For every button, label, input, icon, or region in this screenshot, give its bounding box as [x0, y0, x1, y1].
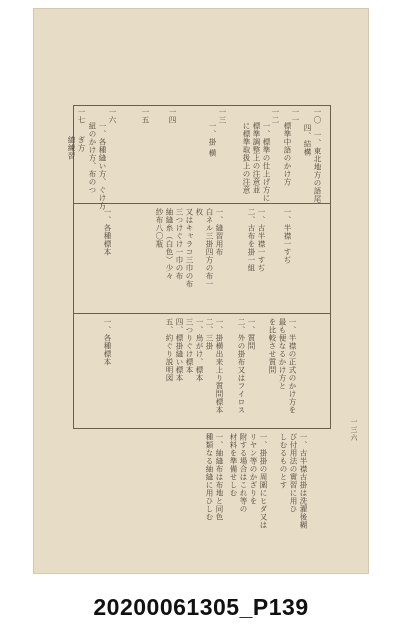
aid-line: 一、半襟の正式のかけ方を — [288, 318, 297, 414]
material-line: 一、古半襟一すぢ — [257, 208, 266, 272]
row-12-line-3 — [242, 122, 251, 194]
material-line: 一、縫習用布 — [215, 208, 224, 256]
row-line: ぎ方 — [77, 136, 86, 152]
materials-row-13-line-4 — [185, 208, 194, 288]
row-id: 一一 — [291, 108, 300, 124]
row-line: 一、標準の仕上げ方に — [262, 122, 271, 202]
aid-line: 二、三掛 — [205, 318, 214, 350]
aid-line: 一、鳥がけ、標本 — [195, 318, 204, 382]
notes-line-7 — [229, 433, 238, 497]
row-16-line-1 — [98, 122, 107, 210]
row-11-topic — [283, 122, 292, 186]
aids-row-12-line-2 — [237, 318, 246, 414]
aids-row-11-line-2 — [278, 318, 287, 390]
row-12-id — [271, 108, 280, 124]
row-17-line-2 — [67, 136, 76, 160]
materials-row-13-line-5 — [175, 208, 184, 280]
notes-line-9 — [205, 433, 214, 521]
aids-row-13-line-4 — [185, 318, 194, 374]
aid-line: 一、質問 — [247, 318, 256, 350]
aid-line: 一、掛横出来上り質問標本 — [215, 318, 224, 414]
row-17-id — [77, 108, 86, 124]
row-line: 標準中語のかけ方 — [283, 122, 292, 186]
column-rule-2 — [73, 313, 331, 314]
row-10-topic — [313, 108, 322, 203]
column-rule-3 — [73, 428, 331, 429]
row-line: 一、東北地方の語尾 — [313, 130, 322, 203]
notes-line-3 — [279, 433, 288, 489]
aids-row-13-line-3 — [195, 318, 204, 382]
page-number: 一三六 — [350, 418, 358, 442]
aid-line: 一、各種標本 — [103, 318, 112, 366]
row-10-subtopic — [303, 124, 312, 156]
notes-line-6 — [239, 433, 248, 513]
note-line: しむるものとす — [279, 433, 288, 489]
row-13-id — [218, 108, 227, 124]
materials-row-12-line-2 — [247, 208, 256, 272]
aid-line: を比較させ質問 — [268, 318, 277, 374]
note-line: 一、紬縫布は布地と同色 — [215, 433, 224, 521]
image-caption: 20200061305_P139 — [93, 594, 309, 620]
material-line: 一、各種標本 — [103, 208, 112, 256]
materials-row-11 — [283, 208, 292, 264]
material-line: 三つけぐけ一巾の布 — [175, 208, 184, 280]
materials-row-16 — [103, 208, 112, 256]
row-12-line-2 — [252, 122, 261, 194]
materials-row-13-line-6 — [165, 208, 174, 280]
note-line: 材料を準備せしむ — [229, 433, 238, 497]
material-line: 紗布八〇瓶 — [155, 208, 164, 248]
row-id: 一〇 — [313, 108, 322, 124]
row-id: 一七 — [77, 108, 86, 124]
aids-row-16 — [103, 318, 112, 366]
table-top-rule — [73, 105, 331, 106]
note-line: 一、古半襟古掛は洗濯後糊 — [299, 433, 308, 529]
row-line: 四、結構 — [303, 124, 312, 156]
row-id: 一四 — [168, 108, 177, 124]
aids-row-11-line-3 — [268, 318, 277, 374]
row-16-line-2 — [88, 122, 97, 194]
notes-line-8 — [215, 433, 224, 521]
material-line: 一、半襟一すぢ — [283, 208, 292, 264]
document-page-scan — [33, 8, 369, 574]
materials-row-12-line-1 — [257, 208, 266, 272]
table-right-rule — [330, 105, 331, 428]
note-line: リヤン等のかざりを — [249, 433, 258, 505]
row-line: 一、掛 横 — [208, 122, 217, 157]
row-line: に標準取扱上の注意 — [242, 122, 251, 194]
aid-line: 三つりぐけ標本 — [185, 318, 194, 374]
row-id: 一三 — [218, 108, 227, 124]
aids-row-11-line-1 — [288, 318, 297, 414]
material-line: 枚 — [195, 208, 204, 216]
notes-line-4 — [259, 433, 268, 529]
row-17-line-1 — [77, 136, 86, 152]
material-line: 白ネル三掛四方の布一 — [205, 208, 214, 288]
note-line: び付用法の實習に用ひ — [289, 433, 298, 513]
row-id: 一二 — [271, 108, 280, 124]
notes-line-2 — [289, 433, 298, 513]
aid-line: 二、外の掛布又はフイロス — [237, 318, 246, 414]
row-line: 總練習 — [67, 136, 76, 160]
aids-row-12-line-1 — [247, 318, 256, 350]
row-16-id — [108, 108, 117, 124]
materials-row-13-line-1 — [215, 208, 224, 256]
note-line: 種類なる紬縫に用ひしむ — [205, 433, 214, 521]
material-line: 紬縫糸（白色）少々 — [165, 208, 174, 280]
material-line: 二、古布を掛一組 — [247, 208, 256, 272]
materials-row-13-line-3 — [195, 208, 204, 216]
materials-row-13-line-7 — [155, 208, 164, 248]
aids-row-13-line-6 — [165, 318, 174, 382]
notes-line-1 — [299, 433, 308, 529]
note-line: 附する場合はこれ等の — [239, 433, 248, 513]
row-id: 一五 — [141, 108, 150, 124]
notes-line-5 — [249, 433, 258, 505]
aid-line: 最も便なるかけ方と — [278, 318, 287, 390]
note-line: 一、掛掛の周圍にヒダ又は — [259, 433, 268, 529]
row-12-line-1 — [262, 122, 271, 202]
material-line: 又はキャラコ三巾の布 — [185, 208, 194, 288]
aid-line: 五、約ぐり説明図 — [165, 318, 174, 382]
aids-row-13-line-5 — [175, 318, 184, 382]
row-13-topic — [208, 122, 217, 157]
row-line: 標準調整上の注意並 — [252, 122, 261, 194]
row-14-id — [168, 108, 177, 124]
aids-row-13-line-2 — [205, 318, 214, 350]
row-line: 一、各種縫い方、ぐけ方 — [98, 122, 107, 210]
row-15-id — [141, 108, 150, 124]
aid-line: 四、標掛縫い標本 — [175, 318, 184, 382]
materials-row-13-line-2 — [205, 208, 214, 288]
row-id: 一六 — [108, 108, 117, 124]
aids-row-13-line-1 — [215, 318, 224, 414]
row-line: 紐のかけ方、布のつ — [88, 122, 97, 194]
row-11-id — [291, 108, 300, 124]
column-rule-1 — [73, 203, 331, 204]
